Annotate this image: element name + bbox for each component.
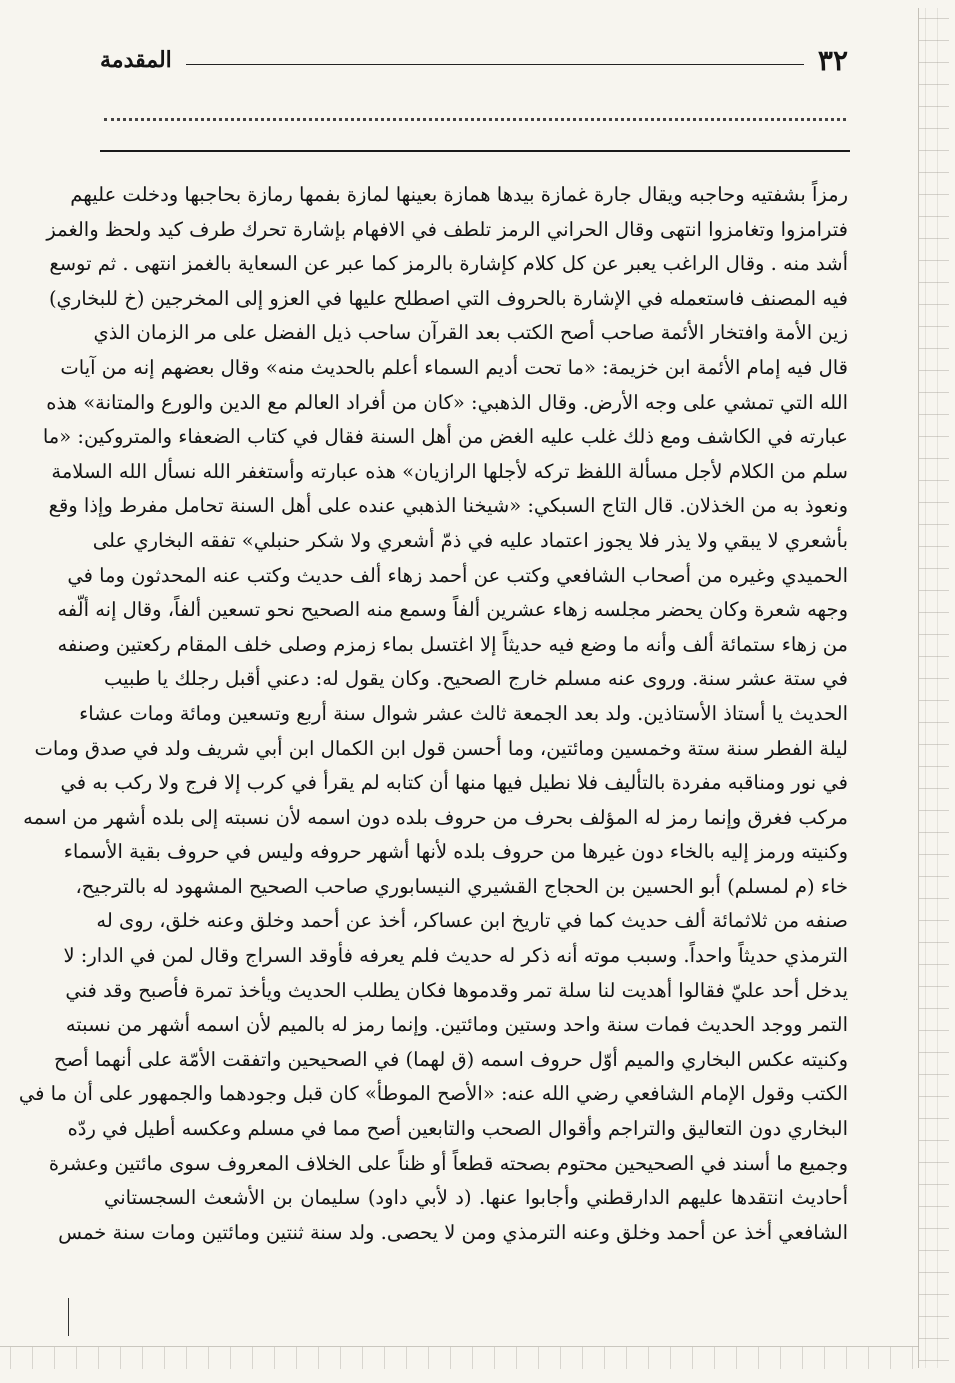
- text-line: أشد منه . وقال الراغب يعبر عن كل كلام كإشارة بالرمز كما عبر عن السعاية بالغمز انتهى . ثم توسع: [49, 252, 848, 276]
- main-rule: [100, 150, 850, 152]
- text-line: صنفه من ثلاثمائة ألف حديث كما في تاريخ ابن عساكر، أخذ عن أحمد وخلق وعنه خلق، روى له: [96, 909, 848, 933]
- text-line: سلم من الكلام لأجل مسألة اللفظ تركه لأجلها الرازيان» هذه عبارته وأستغفر الله نسأل الله السلامة: [51, 459, 848, 483]
- text-line: يدخل أحد عليّ فقالوا أهديت لنا سلة تمر وقدموها فكان يطلب الحديث ويأخذ تمرة فأصبح وقد فني: [65, 978, 848, 1002]
- text-line: في ستة عشر سنة. وروى عنه مسلم خارج الصحيح. وكان يقول له: دعني أقبل رجلك يا طبيب: [104, 667, 848, 691]
- text-line: من زهاء ستمائة ألف وأنه ما وضع فيه حديثاً إلا اغتسل بماء زمزم وصلى خلف المقام ركعتين وصنفه: [57, 632, 848, 656]
- header-rule: [186, 64, 804, 65]
- text-line: في نور ومناقبه مفردة بالتأليف فلا نطيل فيها منها أن كتابه لم يقرأ في كرب إلا فرج ولا ركب به في: [60, 771, 848, 795]
- running-header: [100, 40, 848, 80]
- text-line: الكتب وقول الإمام الشافعي رضي الله عنه: «الأصح الموطأ» كان قبل وجودهما والجمهور على أن ما في: [18, 1082, 848, 1106]
- text-line: فترامزوا وتغامزوا انتهى وقال الحراني الرمز تلطف في الافهام بإشارة تحرك طرف كيد ولحظ والغمز: [46, 217, 848, 241]
- text-line: الحديث يا أستاذ الأستاذين. ولد بعد الجمعة ثالث عشر شوال سنة أربع وتسعين ومائة ومات عشاء: [79, 701, 848, 725]
- text-line: التمر ووجد الحديث فمات سنة واحد وستين ومائتين. وإنما رمز له بالميم لأن اسمه أشهر من نسبته: [65, 1013, 848, 1037]
- text-line: وجهه شعرة وكان يحضر مجلسه زهاء عشرين ألفاً وسمع منه الصحيح نحو تسعين ألفاً، وقال إنه ألّفه: [57, 598, 848, 622]
- text-line: فيه المصنف فاستعمله في الإشارة بالحروف التي اصطلح عليها في العزو إلى المخرجين (خ للبخاري): [48, 286, 848, 310]
- text-line: الحميدي وغيره من أصحاب الشافعي وكتب عن أحمد زهاء ألف حديث وكتب عنه المحدثون وما في: [67, 563, 848, 587]
- text-line: زين الأمة وافتخار الأئمة صاحب أصح الكتب بعد القرآن ساحب ذيل الفضل على مر الزمان الذي: [93, 321, 848, 345]
- text-line: قال فيه إمام الأئمة ابن خزيمة: «ما تحت أديم السماء أعلم بالحديث منه» وقال بعضهم إنه من آيات: [60, 355, 848, 379]
- text-line: مركب فغرق وإنما رمز له المؤلف بحرف من حروف بلده دون اسمه لأن نسبته إلى بلده أشهر من اسمه: [23, 805, 848, 829]
- text-line: خاء (م لمسلم) أبو الحسين بن الحجاج القشيري النيسابوري صاحب الصحيح المشهود له بالترجيح،: [75, 874, 848, 898]
- margin-mark: [68, 1298, 69, 1336]
- text-line: الله التي تمشي على وجه الأرض. وقال الذهبي: «كان من أفراد العالم مع الدين والورع والمتانة» هذه: [46, 390, 848, 414]
- text-line: البخاري دون التعاليق والتراجم وأقوال الصحب والتابعين أصح مما في مسلم وعكسه أطيل في ردّه: [67, 1117, 848, 1141]
- text-line: رمزاً بشفتيه وحاجبه ويقال جارة غمازة بيدها همازة بعينها لمازة بفمها رمازة بحاجبها ودخلت عليهم: [70, 183, 848, 206]
- dotted-separator: [104, 118, 846, 141]
- text-line: أحاديث انتقدها عليهم الدارقطني وأجابوا عنها. (د لأبي داود) سليمان بن الأشعث السجستاني: [104, 1186, 848, 1210]
- ornamental-border-right: [918, 8, 949, 1368]
- body-text: [18, 178, 848, 1250]
- text-line: وجميع ما أسند في الصحيحين محتوم بصحته قطعاً أو ظناً على الخلاف المعروف سوى مائتين وعشرة: [48, 1151, 848, 1175]
- text-line: ليلة الفطر سنة ستة وخمسين ومائتين، وما أحسن قول ابن الكمال ابن أبي شريف ولد في صدق ومات: [34, 736, 848, 760]
- text-line: بأشعري لا يبقي ولا يذر فلا يجوز اعتماد عليه في ذمّ أشعري ولا شكر حنبلي» تفقه البخاري على: [92, 528, 848, 552]
- ornamental-border-bottom: [0, 1346, 919, 1369]
- page-number: ٣٢: [817, 43, 848, 77]
- text-line: الترمذي حديثاً واحداً. وسبب موته أنه ذكر له حديث فلم يعرفه فأوقد السراج وقال لمن في الدار: لا: [63, 944, 848, 968]
- text-line: عبارته في الكاشف ومع ذلك غلب عليه الغض من أهل السنة فقال في كتاب الضعفاء والمتروكين: «ما: [42, 425, 848, 449]
- section-title: المقدمة: [100, 47, 172, 73]
- text-line: ونعوذ به من الخذلان. قال التاج السبكي: «شيخنا الذهبي عنده على أهل السنة تحامل مفرط وإذا وقع: [48, 494, 848, 518]
- text-line: الشافعي أخذ عن أحمد وخلق وعنه الترمذي ومن لا يحصى. ولد سنة ثنتين ومائتين ومات سنة خمس: [58, 1220, 848, 1244]
- text-line: وكنيته عكس البخاري والميم أوّل حروف اسمه (ق لهما) في الصحيحين واتفقت الأمّة على أنهما أصح: [54, 1047, 848, 1071]
- text-line: وكنيته ورمز إليه بالخاء دون غيرها من حروف بلده لأنها أشهر حروفه وليس في حروف بقية الأسماء: [63, 840, 848, 864]
